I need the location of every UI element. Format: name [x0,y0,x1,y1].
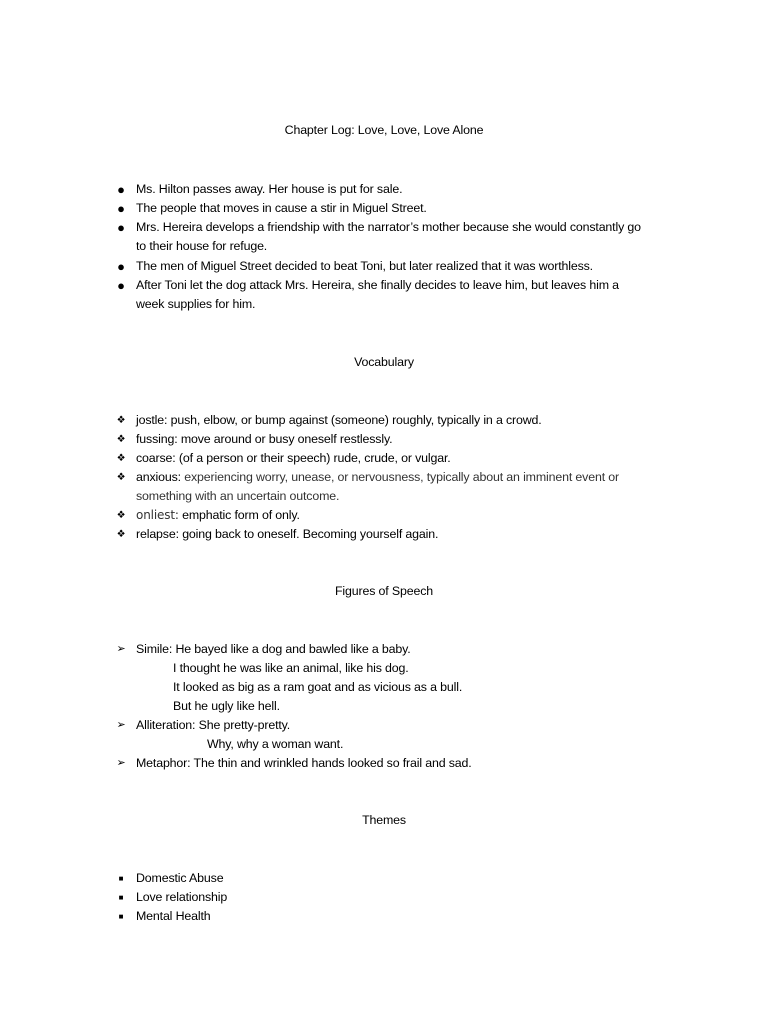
vocab-term: jostle: [136,413,168,427]
vocab-item [136,525,676,544]
vocab-definition: experiencing worry, unease, or nervousness, typically about an imminent event or [184,470,620,484]
alliteration-item [136,716,676,735]
vocab-term: relapse: [136,527,179,541]
simile-line: He bayed like a dog and bawled like a baby. [175,642,411,656]
alliteration-line: She pretty-pretty. [198,718,291,732]
vocab-item [136,468,676,487]
bullet-dot-icon: ● [117,201,125,216]
metaphor-line: The thin and wrinkled hands looked so frail and sad. [193,756,472,770]
bullet-arrow-icon: ➢ [116,719,126,731]
vocab-definition: push, elbow, or bump against (someone) roughly, typically in a crowd. [170,413,542,427]
figures-of-speech-title: Figures of Speech [334,584,433,598]
list-item-continuation: to their house for refuge. [136,239,268,253]
bullet-square-icon: ■ [118,912,124,921]
bullet-dot-icon: ● [117,259,125,274]
vocab-definition: move around or busy oneself restlessly. [180,432,393,446]
vocab-definition: emphatic form of only. [182,508,300,522]
bullet-diamond-icon: ❖ [116,453,126,464]
simile-label: Simile: [136,642,173,656]
vocab-item [136,506,676,525]
chapter-log-title: Chapter Log: Love, Love, Love Alone [284,123,484,137]
bullet-diamond-icon: ❖ [116,510,126,521]
bullet-arrow-icon: ➢ [116,757,126,769]
bullet-dot-icon: ● [117,278,125,293]
list-item: After Toni let the dog attack Mrs. Hereira, she finally decides to leave him, but leaves him a [136,278,619,292]
bullet-diamond-icon: ❖ [116,415,126,426]
bullet-diamond-icon: ❖ [116,529,126,540]
bullet-diamond-icon: ❖ [116,434,126,445]
theme-item: Domestic Abuse [136,871,224,885]
themes-title: Themes [362,813,406,827]
bullet-dot-icon: ● [117,220,125,235]
vocab-definition: going back to oneself. Becoming yourself again. [182,527,439,541]
bullet-dot-icon: ● [117,182,125,197]
vocab-definition: (of a person or their speech) rude, crude, or vulgar. [178,451,451,465]
list-item: Ms. Hilton passes away. Her house is put for sale. [136,182,403,196]
bullet-square-icon: ■ [118,893,124,902]
simile-line: But he ugly like hell. [173,699,280,713]
vocab-item [136,449,676,468]
metaphor-label: Metaphor: [136,756,191,770]
vocab-item [136,411,676,430]
simile-item [136,640,676,659]
list-item: The men of Miguel Street decided to beat Toni, but later realized that it was worthless. [136,259,593,273]
list-item: The people that moves in cause a stir in Miguel Street. [136,201,427,215]
vocab-term: onliest: [136,508,179,522]
vocab-term: fussing: [136,432,178,446]
vocabulary-title: Vocabulary [354,355,414,369]
vocab-item-continuation: something with an uncertain outcome. [136,489,340,503]
list-item: Mrs. Hereira develops a friendship with the narrator’s mother because she would constantly go [136,220,641,234]
alliteration-label: Alliteration: [136,718,196,732]
vocab-item [136,430,676,449]
bullet-arrow-icon: ➢ [116,643,126,655]
bullet-square-icon: ■ [118,874,124,883]
simile-line: I thought he was like an animal, like his dog. [173,661,409,675]
vocab-term: anxious: [136,470,181,484]
simile-line: It looked as big as a ram goat and as vicious as a bull. [173,680,463,694]
list-item-continuation: week supplies for him. [136,297,256,311]
metaphor-item [136,754,676,773]
theme-item: Love relationship [136,890,228,904]
vocab-term: coarse: [136,451,176,465]
bullet-diamond-icon: ❖ [116,472,126,483]
alliteration-line: Why, why a woman want. [207,737,344,751]
theme-item: Mental Health [136,909,211,923]
